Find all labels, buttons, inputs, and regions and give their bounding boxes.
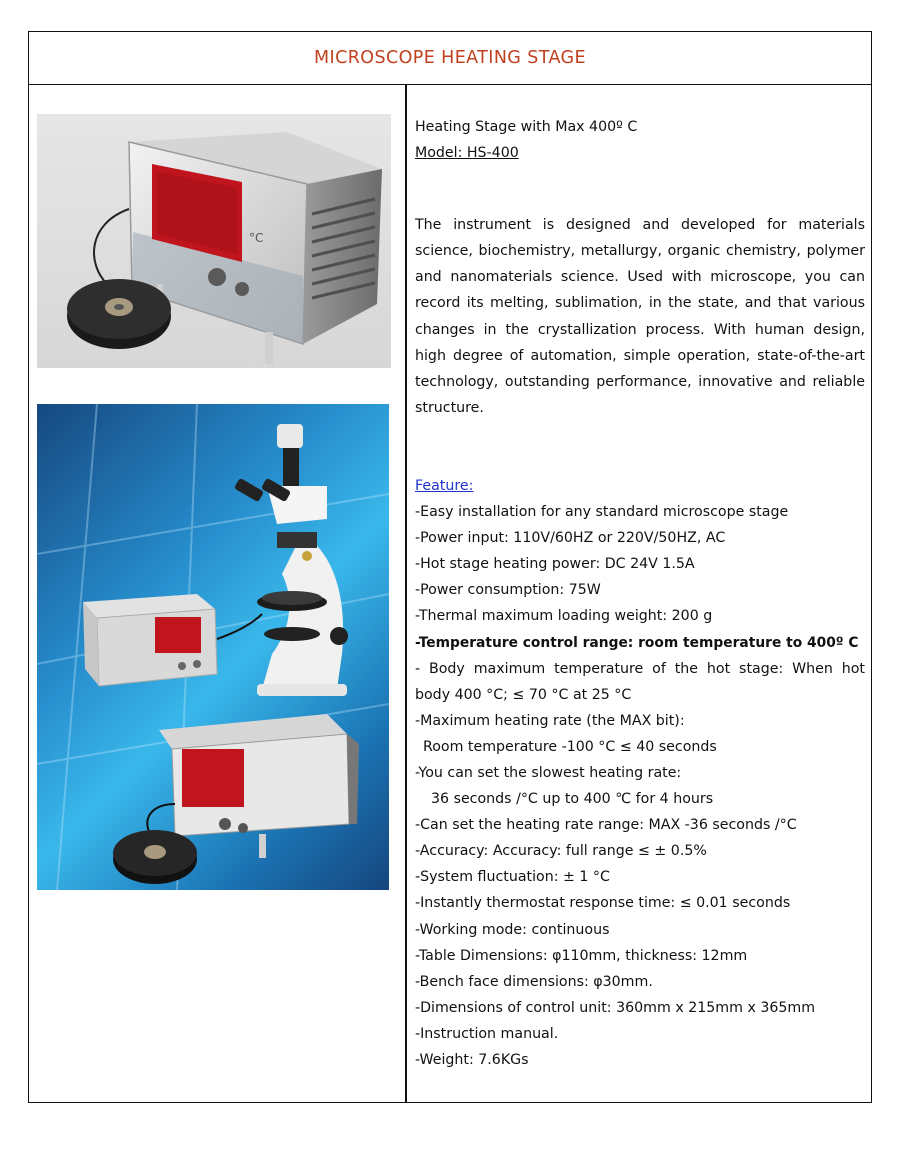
- feature-item: - Body maximum temperature of the hot stage: When hot body 400 °C; ≤ 70 °C at 25 °C: [415, 660, 865, 703]
- controller-product-photo: [37, 114, 391, 368]
- feature-item: -Accuracy: Accuracy: full range ≤ ± 0.5%: [415, 843, 707, 860]
- product-model: Model: HS-400: [415, 145, 519, 162]
- feature-item: -Working mode: continuous: [415, 921, 610, 938]
- feature-item: 36 seconds /°C up to 400 ℃ for 4 hours: [431, 791, 714, 808]
- feature-item: -Weight: 7.6KGs: [415, 1052, 529, 1068]
- feature-item: -Thermal maximum loading weight: 200 g: [415, 608, 713, 625]
- product-description: The instrument is designed and developed for materials science, biochemistry, metallurgy, organic chemistry, polymer and nanomaterials science. Used with microscope, you can record its melting, sublimation, in the state, and that various changes in the crystallization process. With human design, high degree of automation, simple operation, state-of-the-art technology, outstanding performance, innovative and reliable structure.: [415, 217, 865, 416]
- text-column: [415, 114, 865, 1073]
- feature-item: -Hot stage heating power: DC 24V 1.5A: [415, 556, 695, 573]
- feature-item: -Power consumption: 75W: [415, 582, 601, 599]
- feature-item: Room temperature -100 °C ≤ 40 seconds: [423, 738, 717, 755]
- microscope-setup-photo: [37, 404, 389, 890]
- feature-item: -Temperature control range: room temperature to 400º C: [415, 634, 859, 651]
- page-title: MICROSCOPE HEATING STAGE: [314, 48, 586, 68]
- microscope-illustration: [37, 404, 389, 890]
- title-row: [29, 32, 871, 85]
- column-divider: [405, 84, 407, 1103]
- controller-illustration: [37, 114, 391, 368]
- feature-item: -You can set the slowest heating rate:: [415, 764, 682, 781]
- feature-list: [415, 499, 865, 1073]
- feature-item: -Instruction manual.: [415, 1025, 559, 1042]
- feature-item: -Can set the heating rate range: MAX -36 seconds /°C: [415, 817, 797, 834]
- spec-sheet-frame: [28, 31, 872, 1103]
- feature-item: -Dimensions of control unit: 360mm x 215mm x 365mm: [415, 999, 816, 1016]
- feature-item: -Easy installation for any standard microscope stage: [415, 504, 789, 521]
- svg-text:°C: °C: [249, 231, 264, 245]
- feature-item: -Table Dimensions: φ110mm, thickness: 12mm: [415, 947, 748, 964]
- feature-heading: Feature:: [415, 477, 474, 494]
- feature-item: -System fluctuation: ± 1 °C: [415, 869, 610, 886]
- feature-item: -Instantly thermostat response time: ≤ 0.01 seconds: [415, 895, 791, 912]
- feature-item: -Bench face dimensions: φ30mm.: [415, 973, 653, 990]
- feature-item: -Power input: 110V/60HZ or 220V/50HZ, AC: [415, 530, 726, 547]
- feature-item: -Maximum heating rate (the MAX bit):: [415, 712, 685, 729]
- product-subtitle: Heating Stage with Max 400º C: [415, 119, 638, 135]
